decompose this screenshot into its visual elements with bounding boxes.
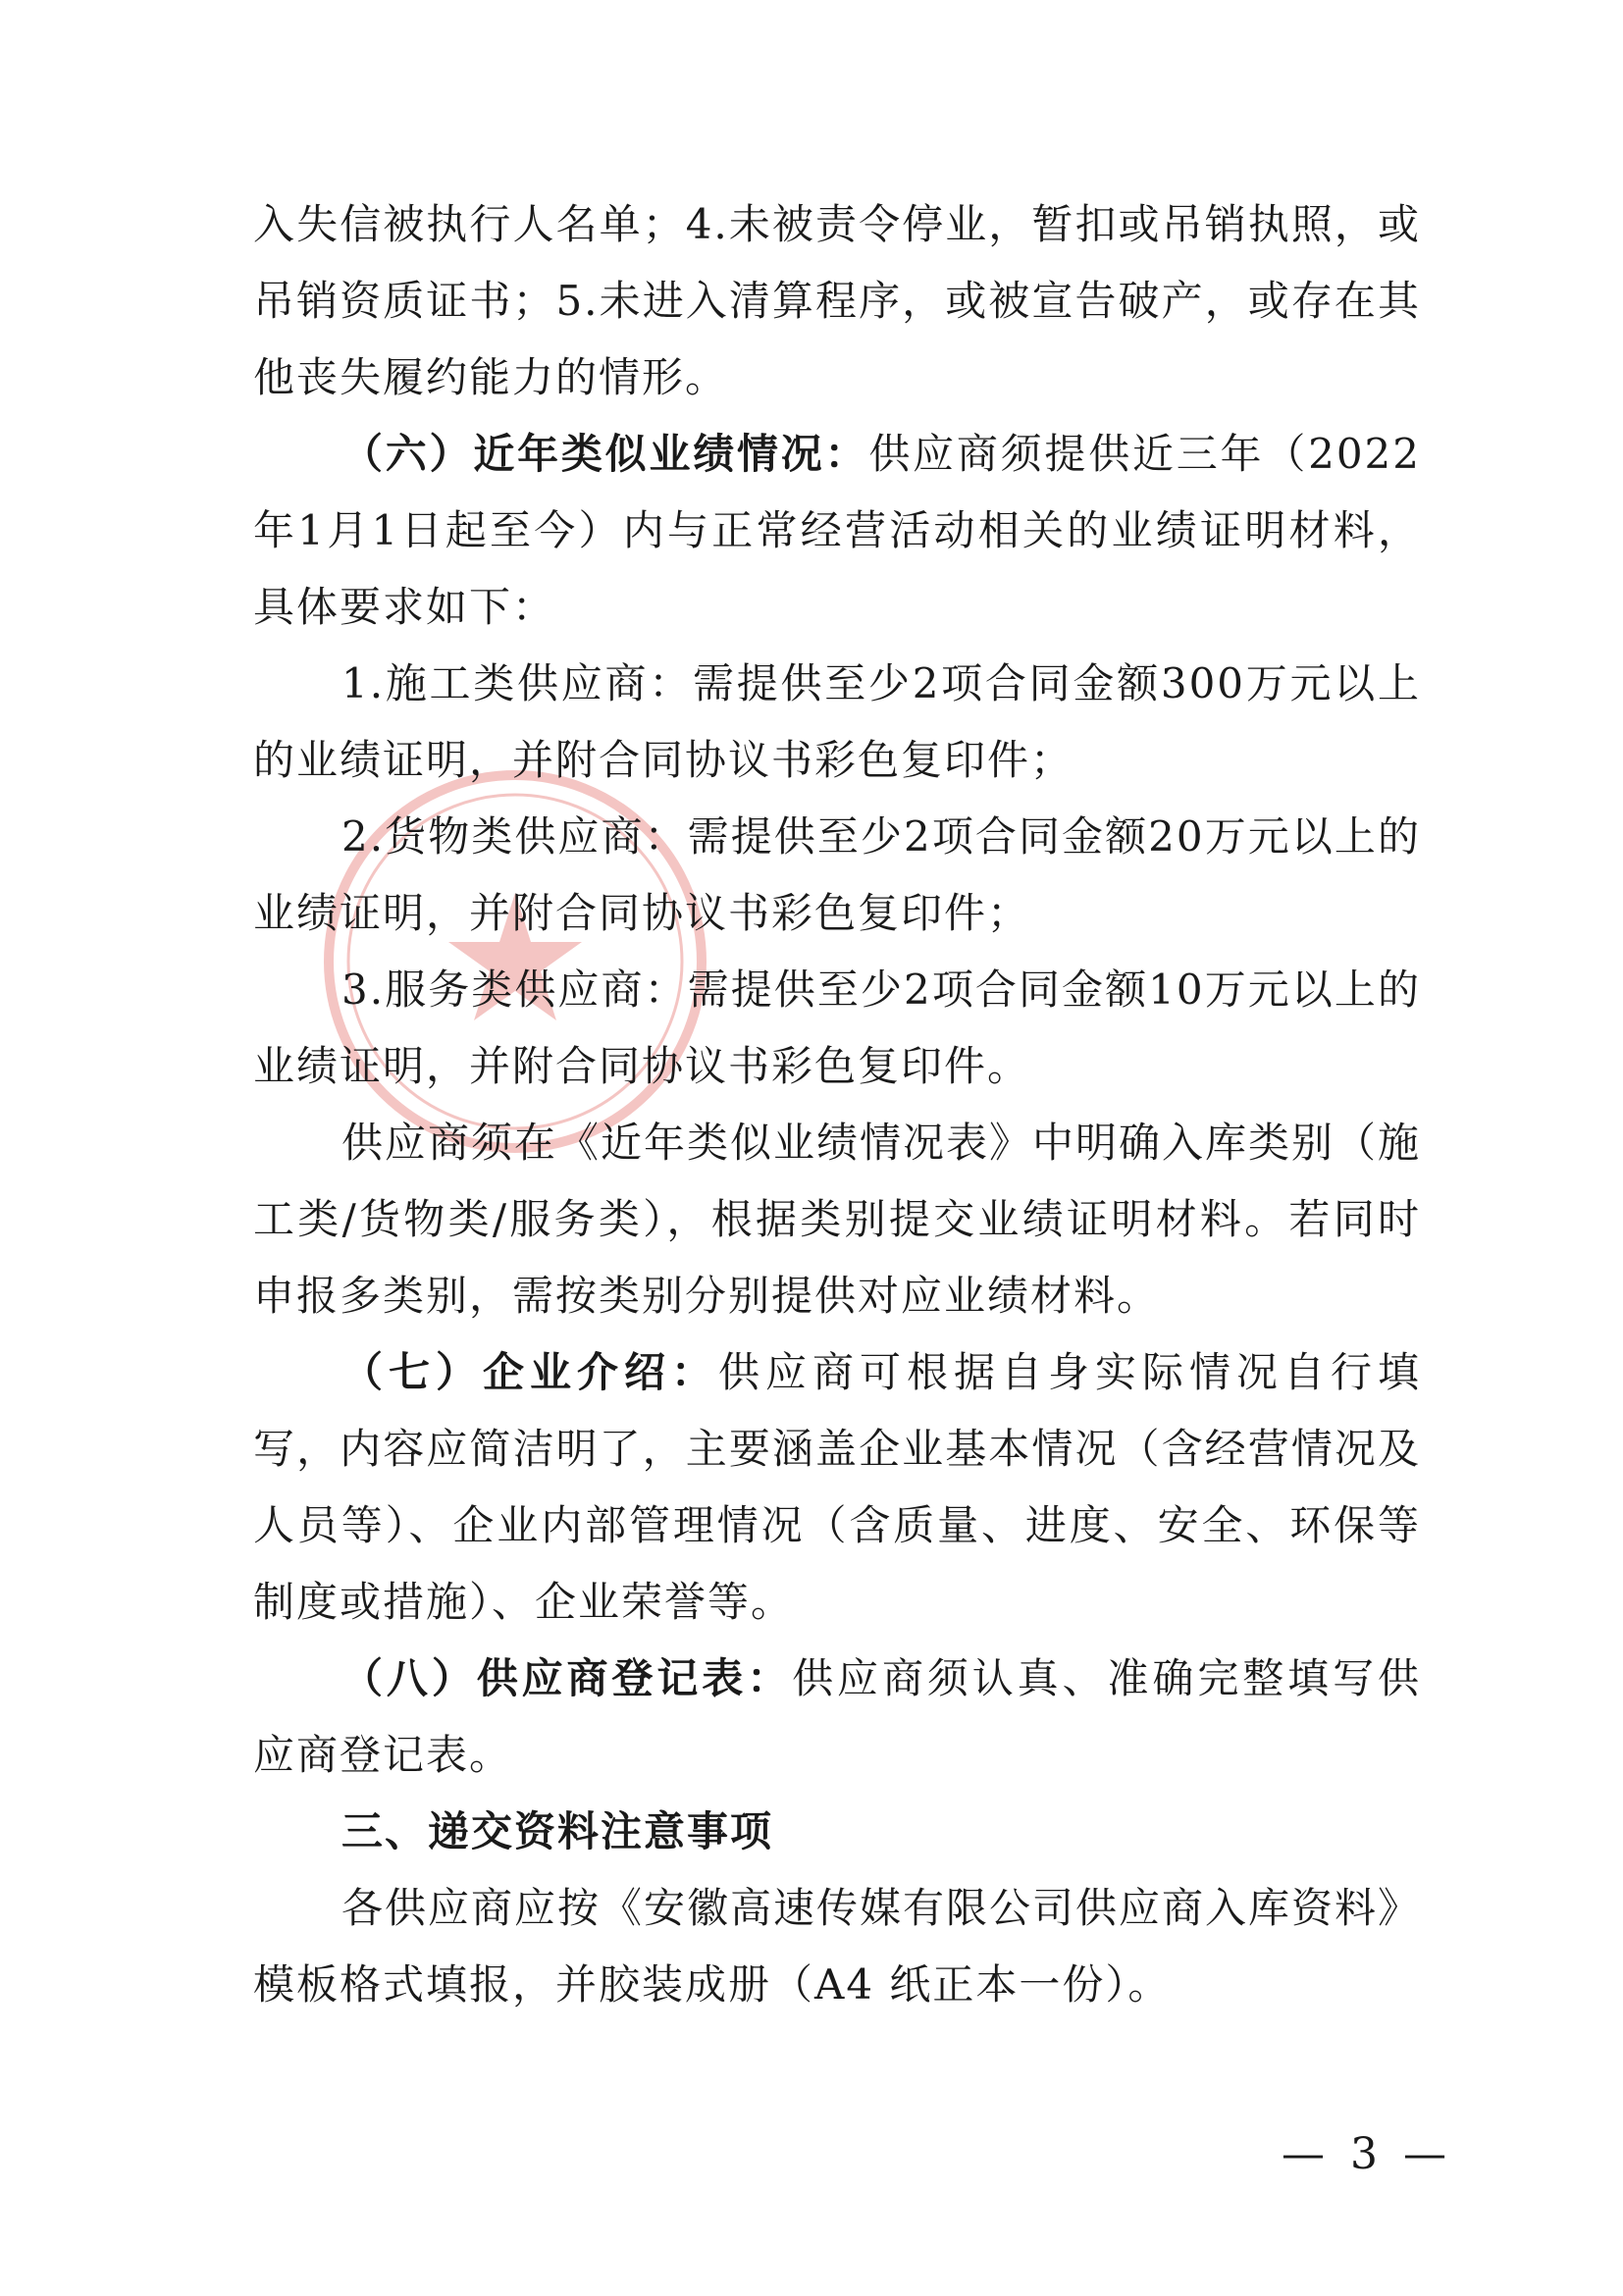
paragraph-text: 供应商可根据自身实际情况自行填写，内容应简洁明了，主要涵盖企业基本情况（含经营情况及人员等）、企业内部管理情况（含质量、进度、安全、环保等制度或措施）、企业荣誉等。 — [253, 1348, 1421, 1626]
paragraph-text: 1.施工类供应商：需提供至少2项合同金额300万元以上的业绩证明，并附合同协议书彩色复印件； — [253, 659, 1421, 784]
paragraph-construction-supplier — [253, 646, 1421, 799]
paragraph-text: 供应商须认真、准确完整填写供应商登记表。 — [253, 1654, 1421, 1779]
paragraph-category-instruction — [253, 1105, 1421, 1334]
paragraph-performance-section — [253, 416, 1421, 646]
paragraph-service-supplier — [253, 952, 1421, 1105]
paragraph-text: 入失信被执行人名单；4.未被责令停业，暂扣或吊销执照，或吊销资质证书；5.未进入清算程序，或被宣告破产，或存在其他丧失履约能力的情形。 — [253, 200, 1421, 401]
paragraph-supplier-registration — [253, 1641, 1421, 1794]
document-body — [253, 186, 1421, 2023]
paragraph-company-introduction — [253, 1334, 1421, 1641]
paragraph-text: 2.货物类供应商：需提供至少2项合同金额20万元以上的业绩证明，并附合同协议书彩色复印件； — [253, 812, 1421, 937]
paragraph-text: 供应商须提供近三年（2022年1月1日起至今）内与正常经营活动相关的业绩证明材料，具体要求如下： — [253, 430, 1421, 631]
paragraph-goods-supplier — [253, 799, 1421, 952]
section-lead-company-introduction: （七）企业介绍： — [341, 1348, 718, 1396]
section-lead-supplier-registration: （八）供应商登记表： — [341, 1654, 793, 1702]
page-number: — 3 — — [1282, 2129, 1452, 2179]
paragraph-text: 3.服务类供应商：需提供至少2项合同金额10万元以上的业绩证明，并附合同协议书彩色复印件。 — [253, 965, 1421, 1090]
paragraph-eligibility-continued — [253, 186, 1421, 416]
section-lead-performance: （六）近年类似业绩情况： — [341, 430, 869, 478]
section-heading-submission-notes: 三、递交资料注意事项 — [341, 1807, 774, 1855]
paragraph-text: 供应商须在《近年类似业绩情况表》中明确入库类别（施工类/货物类/服务类），根据类别提交业绩证明材料。若同时申报多类别，需按类别分别提供对应业绩材料。 — [253, 1119, 1422, 1320]
paragraph-submission-format — [253, 1870, 1421, 2023]
paragraph-text: 各供应商应按《安徽高速传媒有限公司供应商入库资料》模板格式填报，并胶装成册（A4 纸正本一份）。 — [253, 1884, 1422, 2009]
